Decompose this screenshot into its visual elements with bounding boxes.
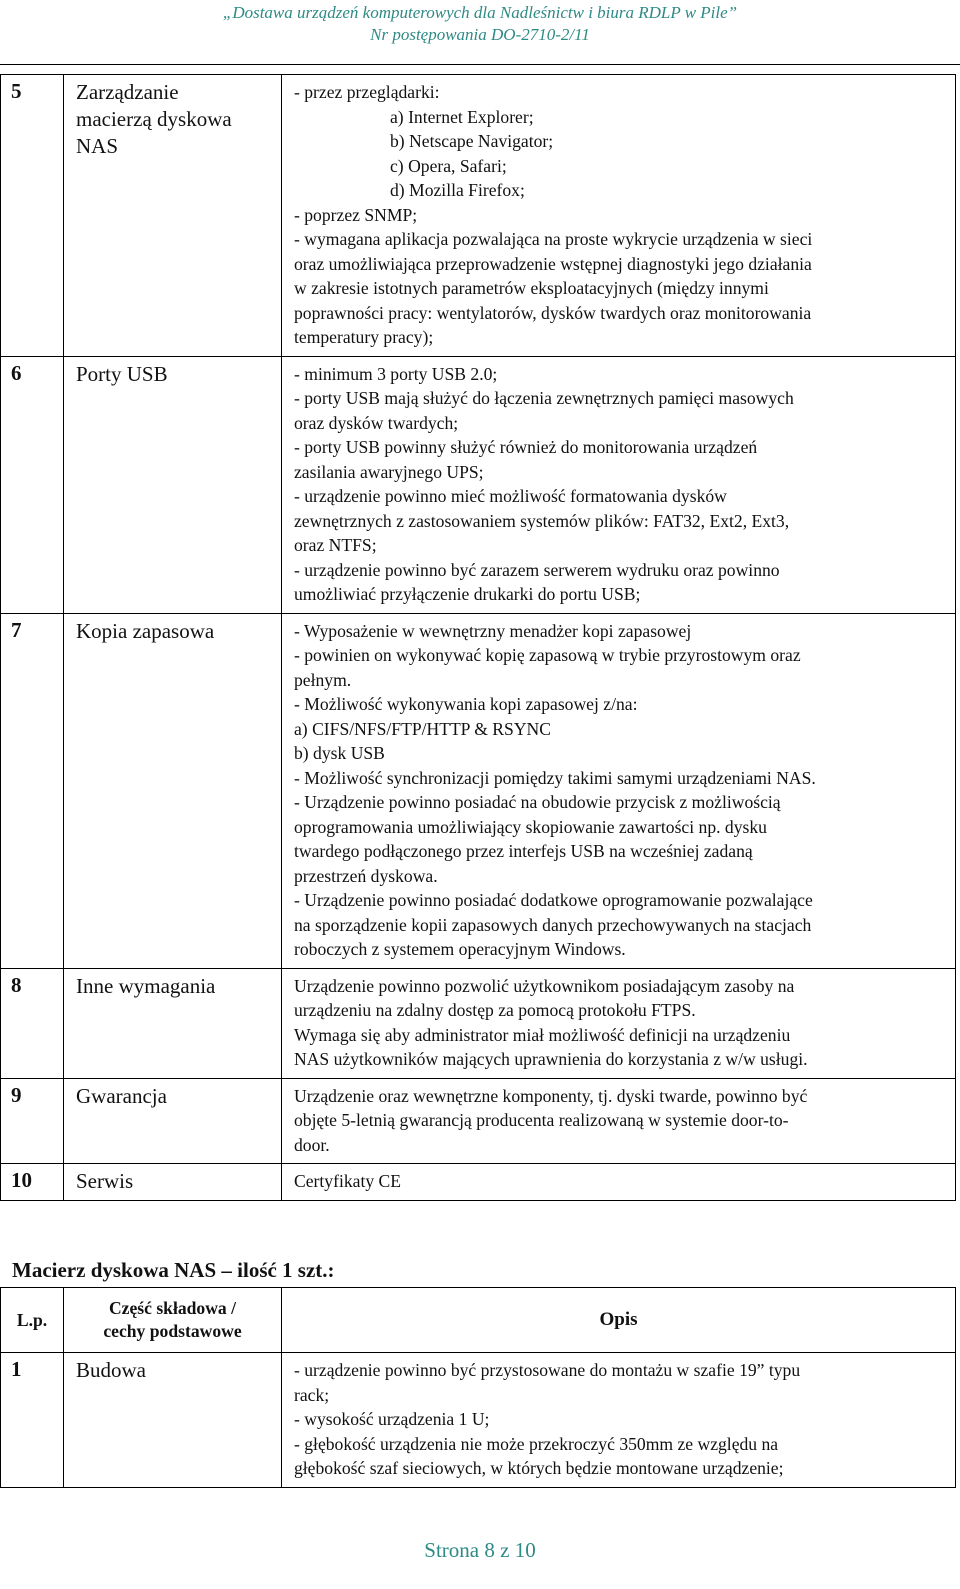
header-opis: Opis	[282, 1288, 956, 1353]
description-line: na sporządzenie kopii zapasowych danych przechowywanych na stacjach	[294, 914, 812, 935]
nas-table-header-row	[1, 1288, 956, 1353]
header-czesc	[64, 1288, 282, 1353]
description-line: rack;	[294, 1384, 330, 1405]
description-line: - powinien on wykonywać kopię zapasową w trybie przyrostowym oraz	[294, 645, 801, 665]
feature-name-line: Budowa	[76, 1358, 146, 1382]
description-line: Urządzenie oraz wewnętrzne komponenty, tj. dyski twarde, powinno być	[294, 1085, 808, 1106]
feature-name-line: Inne wymagania	[76, 973, 216, 998]
row-description	[282, 356, 956, 613]
feature-name-line: Porty USB	[76, 361, 168, 386]
row-number: 8	[1, 968, 64, 1078]
description-line: oraz dysków twardych;	[294, 412, 459, 433]
table-row	[1, 968, 956, 1078]
header-rule	[0, 64, 960, 65]
row-number: 9	[1, 1078, 64, 1164]
feature-name-line: Serwis	[76, 1169, 134, 1193]
description-line: - urządzenie powinno być zarazem serwerem wydruku oraz powinno	[294, 559, 780, 580]
description-line: - poprzez SNMP;	[294, 204, 418, 225]
row-feature-name	[64, 968, 282, 1078]
page-footer: Strona 8 z 10	[424, 1538, 536, 1562]
feature-name-line: macierzą dyskowa	[76, 107, 232, 131]
row-number: 6	[1, 356, 64, 613]
description-line: a) Internet Explorer;	[390, 106, 534, 127]
row-description	[282, 1164, 956, 1201]
row-number: 10	[1, 1164, 64, 1201]
description-line: roboczych z systemem operacyjnym Windows.	[294, 939, 626, 959]
description-line: NAS użytkowników mających uprawnienia do korzystania z w/w usługi.	[294, 1049, 808, 1069]
description-line: oraz umożliwiająca przeprowadzenie wstępnej diagnostyki jego działania	[294, 253, 812, 274]
description-line: temperatury pracy);	[294, 327, 434, 347]
description-line: b) Netscape Navigator;	[390, 131, 554, 151]
description-line: - minimum 3 porty USB 2.0;	[294, 363, 498, 384]
table-row	[1, 356, 956, 613]
description-line: - Możliwość synchronizacji pomiędzy takimi samymi urządzeniami NAS.	[294, 767, 816, 788]
table-row	[1, 1353, 956, 1488]
description-line: Wymaga się aby administrator miał możliwość definicji na urządzeniu	[294, 1024, 791, 1045]
description-line: - Urządzenie powinno posiadać dodatkowe oprogramowanie pozwalające	[294, 890, 813, 910]
description-line: c) Opera, Safari;	[390, 155, 507, 176]
description-line: door.	[294, 1134, 330, 1155]
header-title: „Dostawa urządzeń komputerowych dla Nadleśnictw i biura RDLP w Pile”	[222, 3, 738, 22]
description-line: - urządzenie powinno być przystosowane do montażu w szafie 19” typu	[294, 1360, 801, 1380]
description-line: twardego podłączonego przez interfejs USB na wcześniej zadaną	[294, 841, 753, 861]
row-feature-name	[64, 75, 282, 357]
row-feature-name	[64, 1078, 282, 1164]
description-line: Certyfikaty CE	[294, 1171, 402, 1191]
header-reference-number: Nr postępowania DO-2710-2/11	[370, 25, 590, 44]
header-lp: L.p.	[1, 1288, 64, 1353]
description-line: - porty USB powinny służyć również do monitorowania urządzeń	[294, 437, 758, 457]
description-line: - przez przeglądarki:	[294, 82, 440, 102]
feature-name-line: NAS	[76, 134, 119, 158]
row-description	[282, 613, 956, 968]
description-line: - Możliwość wykonywania kopi zapasowej z/na:	[294, 694, 638, 714]
description-line: b) dysk USB	[294, 743, 385, 763]
row-feature-name	[64, 1353, 282, 1488]
table-row	[1, 613, 956, 968]
table-row	[1, 75, 956, 357]
row-feature-name	[64, 1164, 282, 1201]
description-line: a) CIFS/NFS/FTP/HTTP & RSYNC	[294, 718, 551, 739]
description-line: oprogramowania umożliwiający skopiowanie zawartości np. dysku	[294, 816, 767, 837]
specification-table	[0, 74, 956, 1201]
row-description	[282, 968, 956, 1078]
table-row	[1, 1078, 956, 1164]
row-feature-name	[64, 356, 282, 613]
description-line: - Wyposażenie w wewnętrzny menadżer kopi zapasowej	[294, 620, 692, 641]
description-line: zewnętrznych z zastosowaniem systemów plików: FAT32, Ext2, Ext3,	[294, 510, 790, 531]
description-line: - porty USB mają służyć do łączenia zewnętrznych pamięci masowych	[294, 388, 794, 408]
header-czesc-line: cechy podstawowe	[103, 1321, 242, 1341]
description-line: oraz NTFS;	[294, 535, 377, 555]
nas-table	[0, 1287, 956, 1488]
description-line: - urządzenie powinno mieć możliwość formatowania dysków	[294, 486, 727, 506]
row-description	[282, 75, 956, 357]
description-line: objęte 5-letnią gwarancją producenta realizowaną w systemie door-to-	[294, 1110, 789, 1130]
description-line: zasilania awaryjnego UPS;	[294, 461, 484, 482]
description-line: głębokość szaf sieciowych, w których będzie montowane urządzenie;	[294, 1458, 784, 1478]
row-number: 7	[1, 613, 64, 968]
row-number: 1	[1, 1353, 64, 1488]
description-line: przestrzeń dyskowa.	[294, 865, 438, 886]
row-number: 5	[1, 75, 64, 357]
description-line: umożliwiać przyłączenie drukarki do portu USB;	[294, 584, 641, 604]
description-line: w zakresie istotnych parametrów eksploatacyjnych (między innymi	[294, 278, 769, 298]
description-line: poprawności pracy: wentylatorów, dysków twardych oraz monitorowania	[294, 302, 812, 323]
row-feature-name	[64, 613, 282, 968]
feature-name-line: Gwarancja	[76, 1083, 167, 1108]
description-line: - Urządzenie powinno posiadać na obudowie przycisk z możliwością	[294, 792, 781, 812]
description-line: - wysokość urządzenia 1 U;	[294, 1409, 490, 1429]
feature-name-line: Zarządzanie	[76, 80, 179, 104]
row-description	[282, 1353, 956, 1488]
description-line: urządzeniu na zdalny dostęp za pomocą protokołu FTPS.	[294, 1000, 696, 1020]
feature-name-line: Kopia zapasowa	[76, 618, 215, 643]
description-line: - wymagana aplikacja pozwalająca na proste wykrycie urządzenia w sieci	[294, 229, 813, 249]
description-line: Urządzenie powinno pozwolić użytkownikom posiadającym zasoby na	[294, 975, 795, 996]
description-line: pełnym.	[294, 669, 352, 690]
row-description	[282, 1078, 956, 1164]
section-title: Macierz dyskowa NAS – ilość 1 szt.:	[12, 1258, 335, 1282]
document-header	[0, 2, 960, 46]
table-row	[1, 1164, 956, 1201]
description-line: - głębokość urządzenia nie może przekroczyć 350mm ze względu na	[294, 1433, 779, 1454]
header-czesc-line: Część składowa /	[108, 1298, 237, 1318]
description-line: d) Mozilla Firefox;	[390, 180, 525, 200]
